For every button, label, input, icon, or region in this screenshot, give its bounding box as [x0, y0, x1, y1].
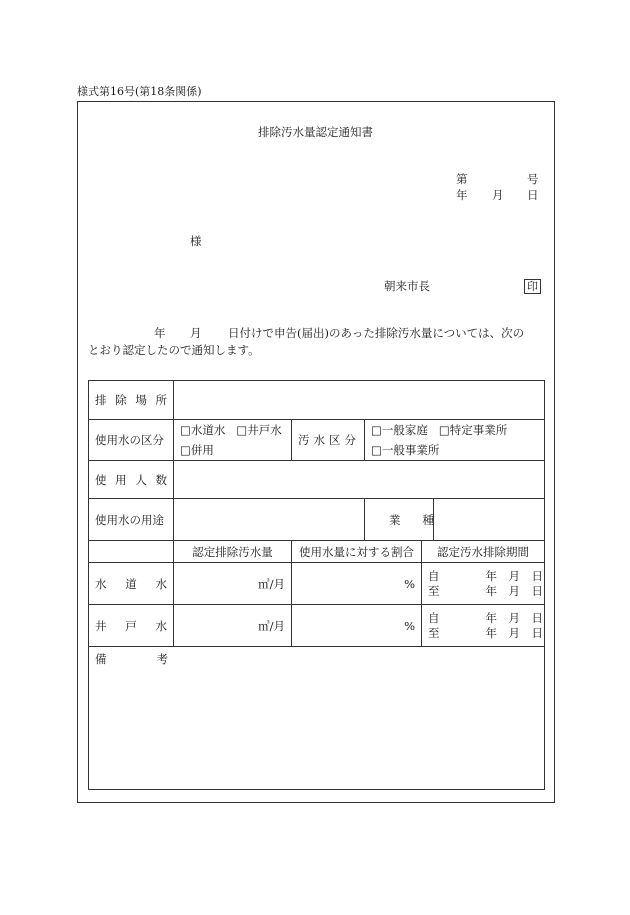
tap-water-from-tsuki: 月 — [508, 568, 520, 583]
checkbox-combined[interactable]: □併用 — [180, 443, 214, 457]
tap-water-from: 自 — [428, 568, 440, 583]
sewage-type-label: 汚水区分 — [298, 433, 360, 447]
tap-water-volume-unit: ㎥/月 — [258, 576, 285, 591]
well-water-from-hi: 日 — [531, 610, 543, 625]
checkbox-general-business[interactable]: □一般事業所 — [371, 443, 440, 457]
tap-water-period-cell[interactable] — [422, 563, 545, 605]
tap-water-ratio-cell[interactable] — [292, 563, 422, 605]
tap-water-to-tsuki: 月 — [508, 583, 520, 598]
details-table — [88, 380, 545, 790]
header-ratio-cell — [292, 541, 422, 563]
well-water-label-cell — [89, 605, 174, 647]
place-row — [89, 381, 545, 420]
doc-number-dai: 第 — [456, 172, 468, 186]
body-tsuki: 月 — [190, 326, 202, 340]
place-label: 排 除 場 所 — [95, 393, 167, 407]
remarks-cell[interactable] — [89, 647, 545, 790]
tap-water-volume-cell[interactable] — [174, 563, 292, 605]
seal-stamp — [524, 279, 541, 294]
remarks-row — [89, 647, 545, 790]
sewage-type-label-cell — [292, 420, 365, 461]
purpose-value-cell[interactable] — [174, 499, 365, 541]
doc-date-tsuki: 月 — [492, 188, 504, 202]
tap-water-row — [89, 563, 545, 605]
tap-water-to-hi: 日 — [531, 583, 543, 598]
well-water-to: 至 — [428, 625, 440, 640]
checkbox-tap-water[interactable]: □水道水 — [180, 423, 226, 437]
tap-water-label: 水 道 水 — [95, 576, 167, 591]
checkbox-household[interactable]: □一般家庭 — [371, 423, 428, 437]
addressee-suffix: 様 — [190, 234, 202, 248]
header-period: 認定汚水排除期間 — [437, 544, 530, 559]
header-empty-cell — [89, 541, 174, 563]
well-water-volume-unit: ㎥/月 — [258, 618, 285, 633]
water-type-options-cell — [174, 420, 292, 461]
body-line1-text: 日付けで申告(届出)のあった排除汚水量については、次の — [228, 326, 525, 340]
well-water-ratio-cell[interactable] — [292, 605, 422, 647]
well-water-label: 井 戸 水 — [95, 618, 167, 633]
water-type-label: 使用水の区分 — [95, 433, 164, 447]
well-water-period-cell[interactable] — [422, 605, 545, 647]
industry-label: 業種 — [389, 512, 456, 527]
water-type-row — [89, 420, 545, 461]
header-row — [89, 541, 545, 563]
purpose-row — [89, 499, 545, 541]
remarks-label: 備 考 — [95, 652, 168, 666]
tap-water-from-nen: 年 — [485, 568, 497, 583]
tap-water-ratio-unit: % — [404, 576, 415, 591]
place-label-cell — [89, 381, 174, 420]
form-number: 様式第16号(第18条関係) — [77, 85, 202, 98]
tap-water-to: 至 — [428, 583, 440, 598]
body-nen: 年 — [154, 326, 166, 340]
well-water-to-hi: 日 — [531, 625, 543, 640]
water-type-label-cell — [89, 420, 174, 461]
tap-water-label-cell — [89, 563, 174, 605]
header-volume-cell — [174, 541, 292, 563]
doc-date-hi: 日 — [527, 188, 539, 202]
users-value-cell[interactable] — [174, 461, 545, 499]
users-label: 使 用 人 数 — [95, 472, 167, 487]
tap-water-from-hi: 日 — [531, 568, 543, 583]
sewage-type-options-cell — [365, 420, 545, 461]
well-water-from: 自 — [428, 610, 440, 625]
industry-label-cell — [365, 499, 456, 541]
seal-mark: 印 — [524, 279, 541, 294]
place-value-cell[interactable] — [174, 381, 545, 420]
checkbox-well-water[interactable]: □井戸水 — [236, 423, 282, 437]
well-water-row — [89, 605, 545, 647]
tap-water-to-nen: 年 — [485, 583, 497, 598]
well-water-to-tsuki: 月 — [508, 625, 520, 640]
body-line2-text: とおり認定したので通知します。 — [88, 343, 260, 357]
users-row — [89, 461, 545, 499]
well-water-to-nen: 年 — [485, 625, 497, 640]
issuer-name: 朝来市長 — [384, 279, 430, 293]
well-water-ratio-unit: % — [404, 618, 415, 633]
well-water-from-tsuki: 月 — [508, 610, 520, 625]
checkbox-specified-business[interactable]: □特定事業所 — [438, 423, 508, 437]
well-water-from-nen: 年 — [485, 610, 497, 625]
doc-number-go: 号 — [527, 172, 539, 186]
header-ratio: 使用水量に対する割合 — [299, 544, 414, 559]
doc-date-nen: 年 — [456, 188, 468, 202]
document-title: 排除汚水量認定通知書 — [258, 125, 373, 139]
purpose-label: 使用水の用途 — [95, 512, 164, 527]
header-volume: 認定排除汚水量 — [192, 544, 273, 559]
well-water-volume-cell[interactable] — [174, 605, 292, 647]
users-label-cell — [89, 461, 174, 499]
purpose-label-cell — [89, 499, 174, 541]
header-period-cell — [422, 541, 545, 563]
